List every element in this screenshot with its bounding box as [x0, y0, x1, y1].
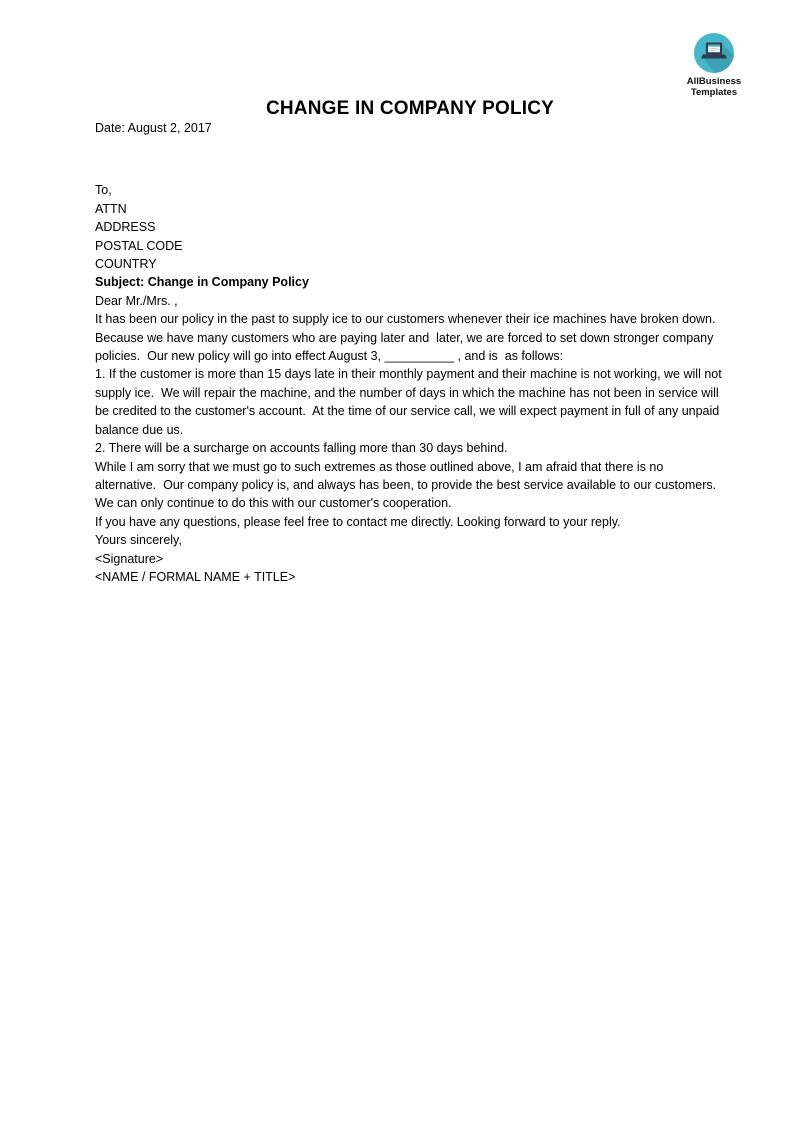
date-line: Date: August 2, 2017	[95, 121, 212, 135]
signature-placeholder: <Signature>	[95, 551, 164, 566]
paragraph-apology: While I am sorry that we must go to such extremes as those outlined above, I am afraid that there is no alternative. Our company policy is, and always has been, to provide the best service available to our customers. We can only continue to do this with our customer's cooperation.	[95, 459, 724, 511]
recipient-line-country: COUNTRY	[95, 257, 157, 272]
letter-content	[95, 0, 725, 586]
recipient-line-address: ADDRESS	[95, 220, 156, 235]
logo-brand-line2: Templates	[690, 87, 738, 98]
recipient-line-postal-code: POSTAL CODE	[95, 238, 183, 253]
recipient-line-attn: ATTN	[95, 201, 127, 216]
paragraph-intro: It has been our policy in the past to supply ice to our customers whenever their ice machines have broken down. Because we have many customers who are paying later and later, we are forced to set down stronger company policies. Our new policy will go into effect August 3, __________ , and is as follows:	[95, 312, 723, 364]
letter-title: CHANGE IN COMPANY POLICY	[265, 98, 555, 119]
paragraph-policy-item-2: 2. There will be a surcharge on accounts falling more than 30 days behind.	[95, 441, 508, 456]
recipient-block	[95, 181, 725, 273]
paragraph-contact: If you have any questions, please feel free to contact me directly. Looking forward to your reply.	[95, 514, 621, 529]
subject-line: Subject: Change in Company Policy	[95, 275, 309, 290]
name-placeholder: <NAME / FORMAL NAME + TITLE>	[95, 569, 296, 584]
recipient-line-to: To,	[95, 183, 112, 198]
paragraph-policy-item-1: 1. If the customer is more than 15 days late in their monthly payment and their machine is not working, we will not supply ice. We will repair the machine, and the number of days in which the machine has not been in service will be credited to the customer's account. At the time of our service call, we will expect payment in full of any unpaid balance due us.	[95, 367, 726, 437]
salutation: Dear Mr./Mrs. ,	[95, 293, 178, 308]
logo-brand-line1: AllBusiness	[686, 76, 742, 87]
closing-line: Yours sincerely,	[95, 533, 182, 548]
